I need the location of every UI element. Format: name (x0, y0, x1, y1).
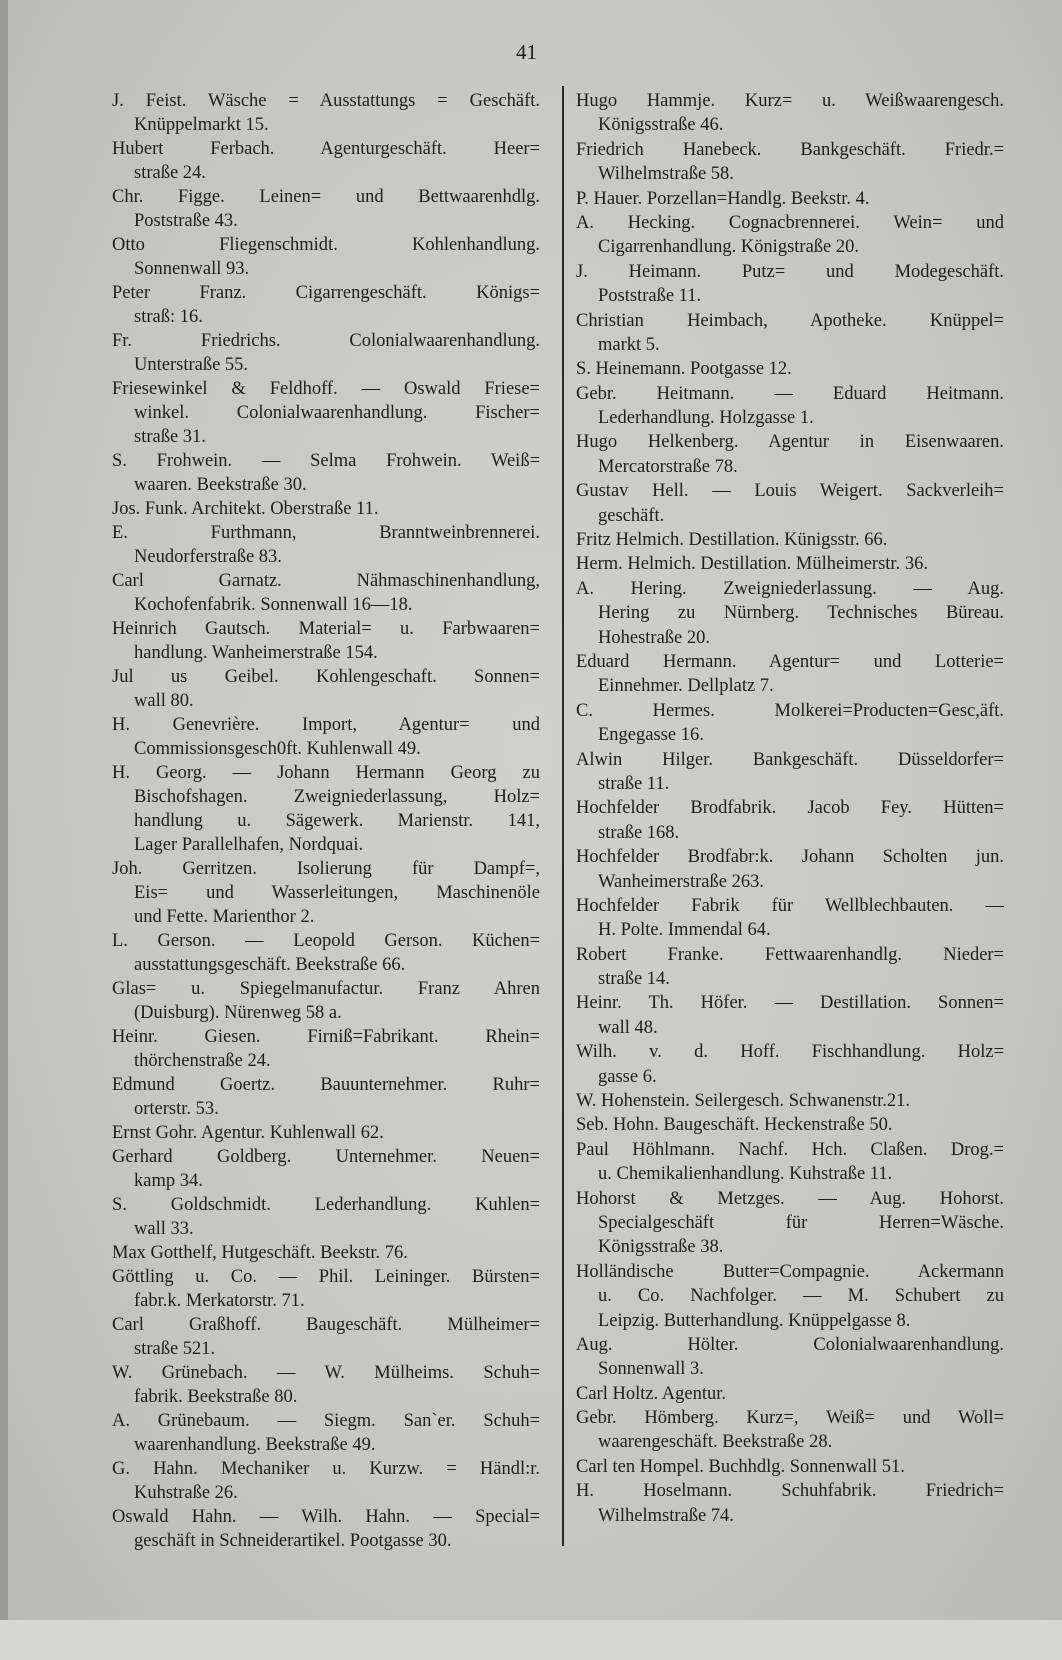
entry-continuation-line: markt 5. (598, 334, 660, 355)
entry-continuation-line: geschäft. (598, 505, 665, 526)
entry-first-line: Fr. Friedrichs. Colonialwaarenhandlung. (112, 331, 540, 351)
entry-continuation-line: u. Chemikalienhandlung. Kuhstraße 11. (598, 1164, 893, 1185)
entry-first-line: Heinr. Giesen. Firniß=Fabrikant. Rhein= (112, 1027, 540, 1047)
directory-entry (112, 761, 540, 857)
entry-first-line: Peter Franz. Cigarrengeschäft. Königs= (112, 283, 540, 303)
entry-continuation-line: und Fette. Marienthor 2. (134, 907, 315, 927)
entry-first-line: Heinr. Th. Höfer. — Destillation. Sonnen= (576, 993, 1004, 1014)
entry-continuation-line: waarenhandlung. Beekstraße 49. (134, 1435, 376, 1455)
entry-continuation-line: straße 24. (134, 163, 206, 183)
entry-first-line: A. Hecking. Cognacbrennerei. Wein= und (576, 212, 1004, 233)
entry-first-line: Gerhard Goldberg. Unternehmer. Neuen= (112, 1147, 540, 1167)
entry-first-line: Hochfelder Fabrik für Wellblechbauten. — (576, 895, 1004, 916)
directory-entry (112, 185, 540, 233)
directory-entry (576, 430, 1004, 479)
directory-entry (576, 211, 1004, 260)
entry-continuation-line: waarengeschäft. Beekstraße 28. (598, 1432, 833, 1453)
directory-entry (576, 357, 1004, 381)
entry-continuation-line: straße 521. (134, 1339, 216, 1359)
entry-continuation-line: H. Polte. Immendal 64. (598, 920, 771, 941)
directory-entry (112, 1409, 540, 1457)
directory-entry (576, 650, 1004, 699)
entry-first-line: Hugo Helkenberg. Agentur in Eisenwaaren. (576, 432, 1004, 453)
directory-entry (112, 977, 540, 1025)
directory-entry (112, 713, 540, 761)
directory-entry (576, 894, 1004, 943)
entry-continuation-line: winkel. Colonialwaarenhandlung. Fischer= (134, 403, 540, 423)
directory-entry (576, 991, 1004, 1040)
entry-continuation-line: (Duisburg). Nürenweg 58 a. (134, 1003, 342, 1023)
entry-first-line: Friedrich Hanebeck. Bankgeschäft. Friedr.= (576, 139, 1004, 160)
directory-entry (112, 1145, 540, 1193)
directory-entry (576, 552, 1004, 576)
entry-first-line: Paul Höhlmann. Nachf. Hch. Claßen. Drog.= (576, 1139, 1004, 1160)
entry-continuation-line: Specialgeschäft für Herren=Wäsche. (598, 1212, 1004, 1233)
directory-entry (576, 138, 1004, 187)
entry-continuation-line: Mercatorstraße 78. (598, 456, 738, 477)
entry-first-line: H. Genevrière. Import, Agentur= und (112, 715, 540, 735)
column-divider (562, 86, 564, 1546)
entry-continuation-line: Wilhelmstraße 58. (598, 164, 734, 185)
entry-first-line: Ernst Gohr. Agentur. Kuhlenwall 62. (112, 1123, 384, 1143)
directory-entry (576, 1260, 1004, 1333)
entry-first-line: W. Grünebach. — W. Mülheims. Schuh= (112, 1363, 540, 1383)
entry-continuation-line: Kuhstraße 26. (134, 1483, 238, 1503)
entry-first-line: Robert Franke. Fettwaarenhandlg. Nieder= (576, 944, 1004, 965)
entry-first-line: Glas= u. Spiegelmanufactur. Franz Ahren (112, 979, 540, 999)
entry-continuation-line: gasse 6. (598, 1066, 657, 1087)
entry-first-line: S. Frohwein. — Selma Frohwein. Weiß= (112, 451, 540, 471)
page-edge-shadow (0, 0, 8, 1620)
directory-entry (576, 1479, 1004, 1528)
entry-first-line: Fritz Helmich. Destillation. Künigsstr. 66. (576, 530, 888, 551)
entry-continuation-line: fabr.k. Merkatorstr. 71. (134, 1291, 305, 1311)
entry-continuation-line: ausstattungsgeschäft. Beekstraße 66. (134, 955, 406, 975)
entry-continuation-line: Sonnenwall 3. (598, 1359, 704, 1380)
entry-continuation-line: fabrik. Beekstraße 80. (134, 1387, 298, 1407)
entry-first-line: Holländische Butter=Compagnie. Ackermann (576, 1261, 1004, 1282)
directory-entry (112, 1505, 540, 1553)
directory-entry (112, 1265, 540, 1313)
entry-first-line: H. Hoselmann. Schuhfabrik. Friedrich= (576, 1481, 1004, 1502)
entry-first-line: Alwin Hilger. Bankgeschäft. Düsseldorfer= (576, 749, 1004, 770)
directory-entry (112, 1193, 540, 1241)
entry-continuation-line: Lager Parallelhafen, Nordquai. (134, 835, 364, 855)
entry-first-line: Carl ten Hompel. Buchhdlg. Sonnenwall 51. (576, 1456, 905, 1477)
entry-first-line: Carl Graßhoff. Baugeschäft. Mülheimer= (112, 1315, 540, 1335)
directory-entry (112, 617, 540, 665)
directory-entry (112, 857, 540, 929)
entry-first-line: Hugo Hammje. Kurz= u. Weißwaarengesch. (576, 91, 1004, 111)
directory-entry (576, 1406, 1004, 1455)
directory-entry (576, 1089, 1004, 1113)
entry-first-line: Hubert Ferbach. Agenturgeschäft. Heer= (112, 139, 540, 159)
directory-entry (576, 1138, 1004, 1187)
entry-first-line: Hohorst & Metzges. — Aug. Hohorst. (576, 1188, 1004, 1209)
entry-continuation-line: Eis= und Wasserleitungen, Maschinenöle (134, 883, 540, 903)
directory-entry (576, 479, 1004, 528)
entry-continuation-line: handlung. Wanheimerstraße 154. (134, 643, 378, 663)
entry-first-line: J. Feist. Wäsche = Ausstattungs = Geschäft. (112, 91, 540, 111)
entry-continuation-line: u. Co. Nachfolger. — M. Schubert zu (598, 1286, 1004, 1307)
entry-first-line: G. Hahn. Mechaniker u. Kurzw. = Händl:r. (112, 1459, 540, 1479)
entry-continuation-line: handlung u. Sägewerk. Marienstr. 141, (134, 811, 540, 831)
left-column-directory (112, 89, 540, 1553)
entry-continuation-line: Leipzig. Butterhandlung. Knüppelgasse 8. (598, 1310, 911, 1331)
directory-entry (576, 309, 1004, 358)
entry-continuation-line: thörchenstraße 24. (134, 1051, 271, 1071)
entry-first-line: Christian Heimbach, Apotheke. Knüppel= (576, 310, 1004, 331)
directory-entry (112, 377, 540, 449)
directory-entry (576, 1382, 1004, 1406)
entry-first-line: S. Heinemann. Pootgasse 12. (576, 359, 792, 380)
entry-continuation-line: wall 80. (134, 691, 194, 711)
directory-entry (576, 89, 1004, 138)
entry-first-line: Friesewinkel & Feldhoff. — Oswald Friese= (112, 379, 540, 399)
entry-first-line: Gustav Hell. — Louis Weigert. Sackverleih= (576, 481, 1004, 502)
entry-continuation-line: Hohestraße 20. (598, 627, 710, 648)
directory-entry (112, 1361, 540, 1409)
entry-first-line: Max Gotthelf, Hutgeschäft. Beekstr. 76. (112, 1243, 408, 1263)
entry-continuation-line: Poststraße 43. (134, 211, 238, 231)
entry-continuation-line: waaren. Beekstraße 30. (134, 475, 307, 495)
directory-entry (112, 665, 540, 713)
entry-continuation-line: Kochofenfabrik. Sonnenwall 16—18. (134, 595, 413, 615)
directory-entry (576, 943, 1004, 992)
directory-entry (112, 1241, 540, 1265)
entry-first-line: Gebr. Heitmann. — Eduard Heitmann. (576, 383, 1004, 404)
entry-first-line: Edmund Goertz. Bauunternehmer. Ruhr= (112, 1075, 540, 1095)
entry-continuation-line: Königsstraße 38. (598, 1237, 724, 1258)
entry-first-line: Göttling u. Co. — Phil. Leininger. Bürsten= (112, 1267, 540, 1287)
entry-continuation-line: Lederhandlung. Holzgasse 1. (598, 408, 814, 429)
entry-first-line: Heinrich Gautsch. Material= u. Farbwaaren= (112, 619, 540, 639)
right-column-directory (576, 89, 1004, 1528)
entry-continuation-line: Einnehmer. Dellplatz 7. (598, 676, 774, 697)
entry-continuation-line: orterstr. 53. (134, 1099, 219, 1119)
directory-entry (112, 233, 540, 281)
directory-entry (112, 521, 540, 569)
entry-first-line: W. Hohenstein. Seilergesch. Schwanenstr.21. (576, 1091, 910, 1112)
entry-continuation-line: wall 33. (134, 1219, 194, 1239)
entry-continuation-line: wall 48. (598, 1017, 658, 1038)
directory-entry (576, 1113, 1004, 1137)
entry-continuation-line: Cigarrenhandlung. Königstraße 20. (598, 237, 859, 258)
entry-first-line: Carl Holtz. Agentur. (576, 1383, 727, 1404)
entry-first-line: L. Gerson. — Leopold Gerson. Küchen= (112, 931, 540, 951)
entry-continuation-line: Bischofshagen. Zweigniederlassung, Holz= (134, 787, 540, 807)
entry-continuation-line: Commissionsgesch0ft. Kuhlenwall 49. (134, 739, 421, 759)
entry-first-line: Herm. Helmich. Destillation. Mülheimerstr. 36. (576, 554, 928, 575)
directory-entry (576, 577, 1004, 650)
directory-entry (576, 528, 1004, 552)
entry-continuation-line: Wanheimerstraße 263. (598, 871, 764, 892)
directory-entry (112, 1457, 540, 1505)
entry-continuation-line: Poststraße 11. (598, 286, 702, 307)
entry-first-line: A. Grünebaum. — Siegm. San`er. Schuh= (112, 1411, 540, 1431)
entry-first-line: Jul us Geibel. Kohlengeschaft. Sonnen= (112, 667, 540, 687)
directory-entry (576, 260, 1004, 309)
entry-continuation-line: straße 11. (598, 773, 670, 794)
directory-entry (112, 1025, 540, 1073)
directory-entry (576, 796, 1004, 845)
entry-continuation-line: Neudorferstraße 83. (134, 547, 282, 567)
entry-continuation-line: Wilhelmstraße 74. (598, 1505, 734, 1526)
entry-first-line: Seb. Hohn. Baugeschäft. Heckenstraße 50. (576, 1115, 893, 1136)
entry-first-line: H. Georg. — Johann Hermann Georg zu (112, 763, 540, 783)
directory-entry (112, 1073, 540, 1121)
entry-first-line: E. Furthmann, Branntweinbrennerei. (112, 523, 540, 543)
entry-continuation-line: Königsstraße 46. (598, 115, 724, 136)
directory-entry (112, 1313, 540, 1361)
directory-entry (576, 1040, 1004, 1089)
directory-entry (576, 1455, 1004, 1479)
entry-first-line: Eduard Hermann. Agentur= und Lotterie= (576, 651, 1004, 672)
entry-first-line: Wilh. v. d. Hoff. Fischhandlung. Holz= (576, 1042, 1004, 1063)
directory-entry (112, 137, 540, 185)
entry-continuation-line: Knüppelmarkt 15. (134, 115, 269, 135)
page-bottom-margin (0, 1620, 1062, 1660)
directory-entry (112, 449, 540, 497)
entry-continuation-line: straße 168. (598, 822, 680, 843)
entry-continuation-line: geschäft in Schneiderartikel. Pootgasse 30. (134, 1531, 452, 1551)
entry-continuation-line: straße 31. (134, 427, 206, 447)
directory-entry (576, 187, 1004, 211)
entry-first-line: Otto Fliegenschmidt. Kohlenhandlung. (112, 235, 540, 255)
entry-first-line: Gebr. Hömberg. Kurz=, Weiß= und Woll= (576, 1408, 1004, 1429)
entry-first-line: C. Hermes. Molkerei=Producten=Gesc,äft. (576, 700, 1004, 721)
entry-first-line: Carl Garnatz. Nähmaschinenhandlung, (112, 571, 540, 591)
entry-first-line: Aug. Hölter. Colonialwaarenhandlung. (576, 1334, 1004, 1355)
directory-entry (576, 382, 1004, 431)
directory-entry (112, 569, 540, 617)
entry-continuation-line: Unterstraße 55. (134, 355, 249, 375)
entry-first-line: P. Hauer. Porzellan=Handlg. Beekstr. 4. (576, 188, 870, 209)
entry-first-line: Hochfelder Brodfabrik. Jacob Fey. Hütten= (576, 798, 1004, 819)
directory-entry (112, 89, 540, 137)
directory-entry (576, 699, 1004, 748)
directory-entry (576, 1333, 1004, 1382)
entry-continuation-line: straß: 16. (134, 307, 203, 327)
directory-entry (576, 845, 1004, 894)
directory-entry (112, 929, 540, 977)
entry-first-line: J. Heimann. Putz= und Modegeschäft. (576, 261, 1004, 282)
directory-entry (112, 1121, 540, 1145)
entry-first-line: Joh. Gerritzen. Isolierung für Dampf=, (112, 859, 540, 879)
entry-first-line: Oswald Hahn. — Wilh. Hahn. — Special= (112, 1507, 540, 1527)
entry-first-line: Chr. Figge. Leinen= und Bettwaarenhdlg. (112, 187, 540, 207)
entry-continuation-line: straße 14. (598, 969, 670, 990)
entry-continuation-line: Sonnenwall 93. (134, 259, 250, 279)
directory-entry (576, 1187, 1004, 1260)
entry-first-line: Hochfelder Brodfabr:k. Johann Scholten jun. (576, 847, 1004, 868)
directory-entry (112, 497, 540, 521)
directory-entry (112, 281, 540, 329)
entry-continuation-line: Engegasse 16. (598, 725, 704, 746)
entry-first-line: A. Hering. Zweigniederlassung. — Aug. (576, 578, 1004, 599)
page-number: 41 (516, 40, 537, 64)
entry-first-line: Jos. Funk. Architekt. Oberstraße 11. (112, 499, 379, 519)
entry-continuation-line: kamp 34. (134, 1171, 203, 1191)
directory-entry (576, 748, 1004, 797)
entry-continuation-line: Hering zu Nürnberg. Technisches Büreau. (598, 603, 1004, 624)
entry-first-line: S. Goldschmidt. Lederhandlung. Kuhlen= (112, 1195, 540, 1215)
directory-entry (112, 329, 540, 377)
